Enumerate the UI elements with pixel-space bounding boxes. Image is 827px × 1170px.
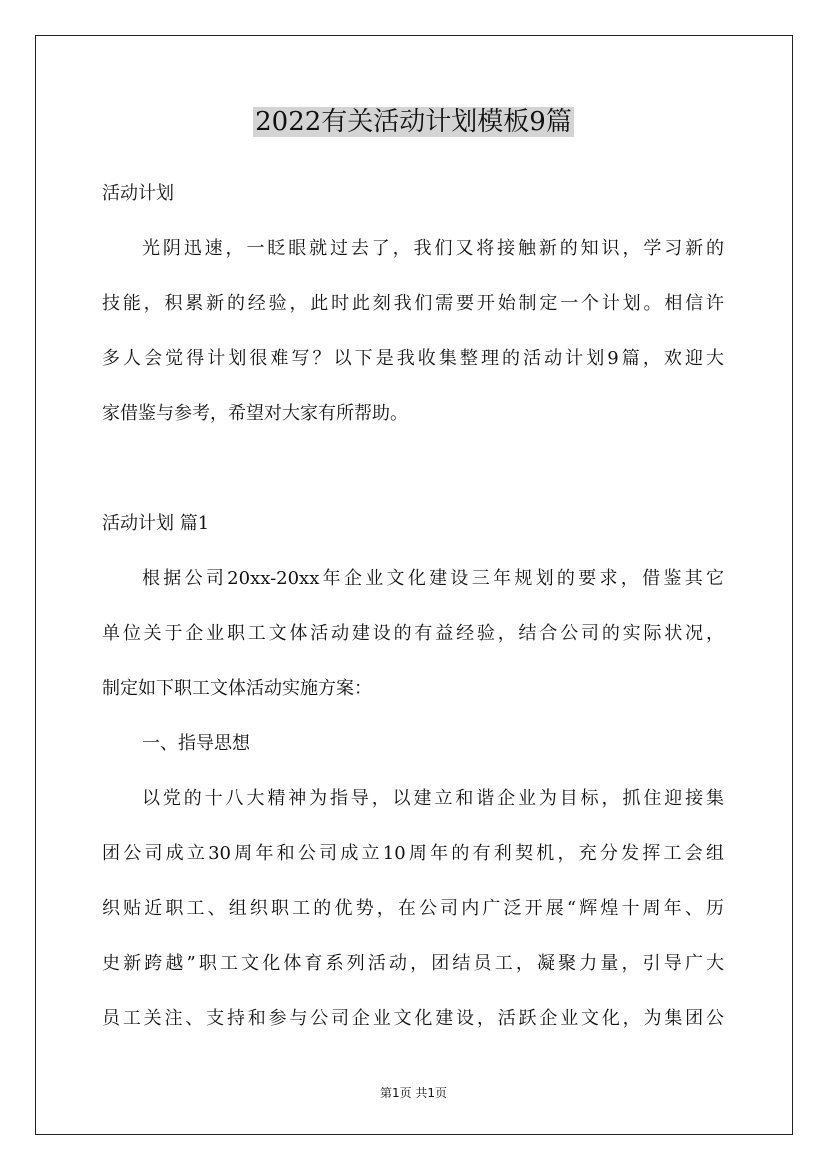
paragraph-line: 织贴近职工、组织职工的优势，在公司内广泛开展“辉煌十周年、历 xyxy=(102,898,724,919)
paragraph-line: 史新跨越”职工文化体育系列活动，团结员工，凝聚力量，引导广大 xyxy=(102,953,724,974)
title-text: 2022有关活动计划模板9篇 xyxy=(255,107,572,137)
paragraph-line: 制定如下职工文体活动实施方案： xyxy=(102,678,372,699)
paragraph-line: 光阴迅速，一眨眼就过去了，我们又将接触新的知识，学习新的 xyxy=(142,238,724,259)
paragraph-line: 家借鉴与参考，希望对大家有所帮助。 xyxy=(102,403,408,424)
paragraph-line: 根据公司20xx-20xx年企业文化建设三年规划的要求，借鉴其它 xyxy=(142,568,724,589)
document-title xyxy=(0,104,827,140)
paragraph-line: 单位关于企业职工文体活动建设的有益经验，结合公司的实际状况， xyxy=(102,623,724,644)
section-heading: 活动计划 xyxy=(102,183,174,204)
paragraph-line: 技能，积累新的经验，此时此刻我们需要开始制定一个计划。相信许 xyxy=(102,293,724,314)
section-heading: 活动计划 篇1 xyxy=(102,513,210,534)
paragraph-line: 多人会觉得计划很难写？以下是我收集整理的活动计划9篇，欢迎大 xyxy=(102,348,724,369)
paragraph-line: 员工关注、支持和参与公司企业文化建设，活跃企业文化，为集团公 xyxy=(102,1008,724,1029)
subheading: 一、指导思想 xyxy=(142,733,250,754)
page-footer: 第1页 共1页 xyxy=(379,1086,448,1100)
paragraph-line: 团公司成立30周年和公司成立10周年的有利契机，充分发挥工会组 xyxy=(102,843,724,864)
paragraph-line: 以党的十八大精神为指导，以建立和谐企业为目标，抓住迎接集 xyxy=(142,788,724,809)
